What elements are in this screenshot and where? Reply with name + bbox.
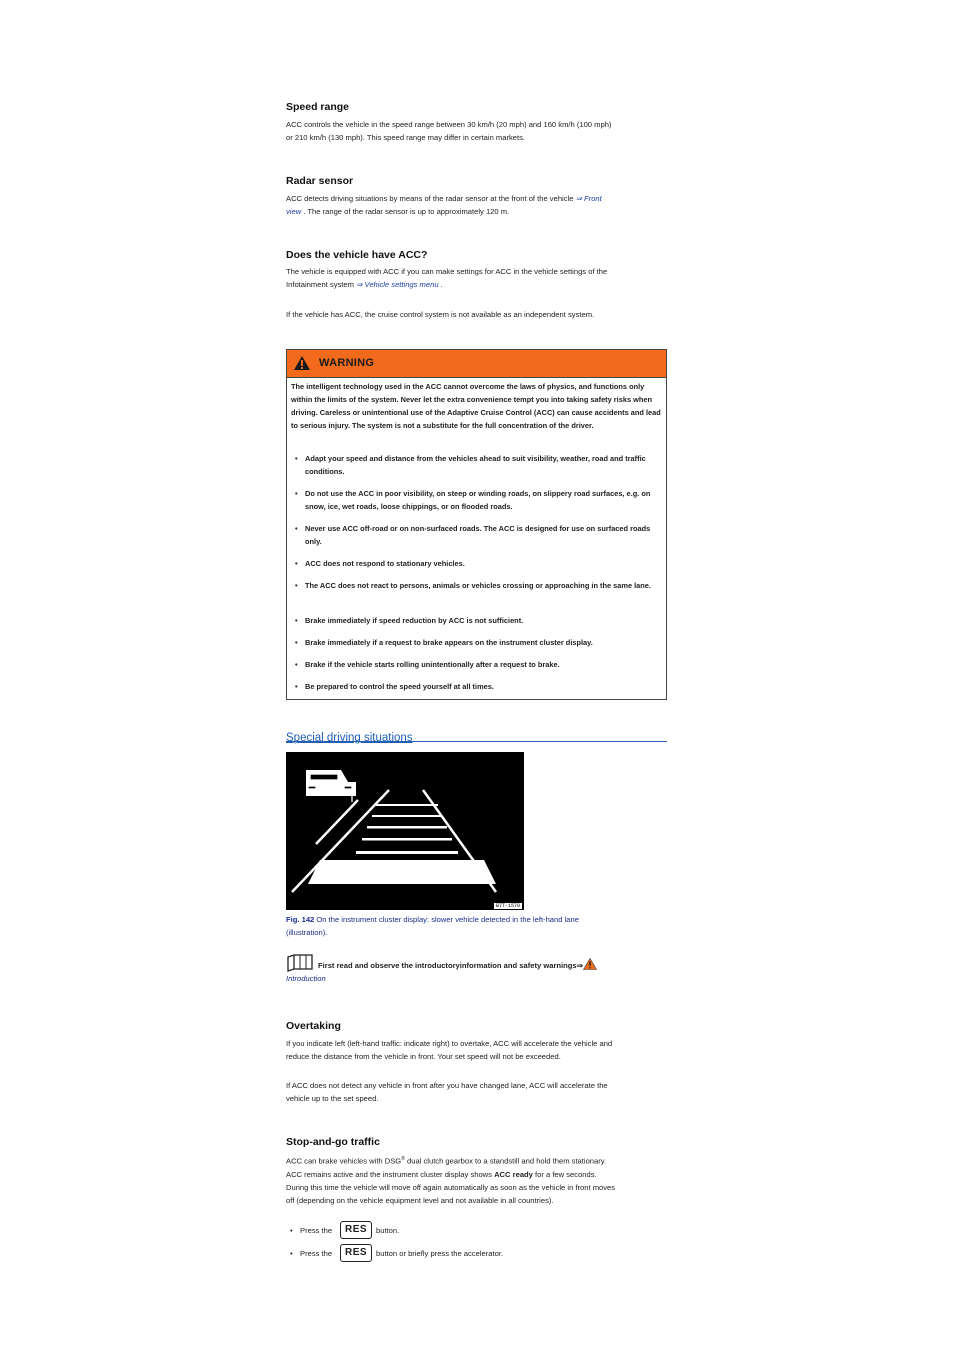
bullet: • xyxy=(290,1249,293,1258)
bullet: • xyxy=(295,489,298,498)
warning-small-icon xyxy=(583,958,597,970)
overtaking-para2 xyxy=(286,1079,667,1105)
warning-item-text: Do not use the ACC in poor visibility, on steep or winding roads, on slippery road surfaces, e.g. on snow, ice, wet roads, loose chippings, or on flooded roads. xyxy=(305,489,651,511)
warning-item-text: Never use ACC off-road or on non-surfaced roads. The ACC is designed for use on surfaced roads only. xyxy=(305,524,651,546)
step1-text-b: button. xyxy=(376,1226,400,1235)
warning-item-text: Brake immediately if speed reduction by ACC is not sufficient. xyxy=(305,616,524,625)
front-view-link-cont[interactable]: view xyxy=(286,207,302,216)
bullet: • xyxy=(295,524,298,533)
figure-illustration xyxy=(286,752,524,910)
warning-item-text: Be prepared to control the speed yourself at all times. xyxy=(305,682,494,691)
has-acc-line1: The vehicle is equipped with ACC if you can make settings for ACC in the vehicle settings of the xyxy=(286,267,608,276)
book-icon xyxy=(286,954,314,972)
introduction-link[interactable]: Introduction xyxy=(286,974,326,983)
overtaking-heading: Overtaking xyxy=(286,1020,341,1032)
res-button-icon: RES xyxy=(340,1244,372,1262)
warning-item-text: The ACC does not react to persons, animals or vehicles crossing or approaching in the same lane. xyxy=(305,581,651,590)
warning-item-text: ACC does not respond to stationary vehicles. xyxy=(305,559,465,568)
radar-line2: . The range of the radar sensor is up to approximately 120 m. xyxy=(301,207,510,216)
warning-item xyxy=(291,658,663,671)
warning-item xyxy=(291,614,663,627)
has-acc-line2: Infotainment system xyxy=(286,280,357,289)
overtaking-para2-line1: If ACC does not detect any vehicle in front after you have changed lane, ACC will accelerate the xyxy=(286,1081,608,1090)
warning-item xyxy=(291,680,663,693)
acc-display-illustration xyxy=(286,752,524,910)
figure-caption-line2: (illustration). xyxy=(286,928,328,937)
bullet: • xyxy=(295,616,298,625)
warning-item-text: Brake immediately if a request to brake appears on the instrument cluster display. xyxy=(305,638,593,647)
stop-go-l1a: ACC can brake vehicles with DSG xyxy=(286,1156,402,1166)
bullet: • xyxy=(295,454,298,463)
registered-mark: ® xyxy=(401,1156,405,1162)
vehicle-settings-link[interactable]: ⇒ Vehicle settings menu xyxy=(356,280,439,289)
warning-box xyxy=(286,349,667,700)
has-acc-line2-end: . xyxy=(438,280,443,289)
note-text xyxy=(318,958,597,970)
stop-go-text xyxy=(286,1153,667,1207)
stop-go-l4: off (depending on the vehicle equipment level and not available in all countries). xyxy=(286,1195,554,1205)
radar-sensor-text xyxy=(286,192,667,218)
overtaking-line2: reduce the distance from the vehicle in front. Your set speed will not be exceeded. xyxy=(286,1052,561,1061)
note-text-content: First read and observe the introductoryinformation and safety warnings⇒ xyxy=(318,961,584,970)
radar-line1: ACC detects driving situations by means of the radar sensor at the front of the vehicle xyxy=(286,194,576,203)
overtaking-para2-line2: vehicle up to the set speed. xyxy=(286,1094,379,1103)
section-title[interactable]: Special driving situations xyxy=(286,732,413,744)
warning-title: WARNING xyxy=(319,357,375,369)
step2-text-b: button or briefly press the accelerator. xyxy=(376,1249,504,1258)
stop-go-heading: Stop-and-go traffic xyxy=(286,1136,380,1148)
figure-label: Fig. 142 xyxy=(286,915,315,924)
speed-range-line1: ACC controls the vehicle in the speed range between 30 km/h (20 mph) and 160 km/h (100 mph) xyxy=(286,120,612,129)
has-acc-heading: Does the vehicle have ACC? xyxy=(286,249,428,261)
warning-triangle-icon xyxy=(293,355,311,371)
res-button-icon: RES xyxy=(340,1221,372,1239)
has-acc-text xyxy=(286,265,667,291)
section-heading xyxy=(286,728,667,742)
radar-sensor-heading: Radar sensor xyxy=(286,175,354,187)
warning-item xyxy=(291,522,663,548)
warning-item xyxy=(291,452,663,478)
warning-header xyxy=(287,350,666,378)
stop-go-l3: During this time the vehicle will move off again automatically as soon as the vehicle in front moves xyxy=(286,1182,616,1192)
bullet: • xyxy=(295,559,298,568)
warning-item-text: Adapt your speed and distance from the vehicles ahead to suit visibility, weather, road and traffic conditions. xyxy=(305,454,646,476)
speed-range-text xyxy=(286,118,667,144)
warning-item xyxy=(291,579,663,592)
bullet: • xyxy=(295,638,298,647)
warning-item xyxy=(291,487,663,513)
vehicle-icon xyxy=(306,770,356,802)
overtaking-text xyxy=(286,1037,667,1063)
overtaking-line1: If you indicate left (left-hand traffic: indicate right) to overtake, ACC will accelerate the vehicle and xyxy=(286,1039,613,1048)
figure-caption xyxy=(286,913,667,939)
step1-text-a: Press the xyxy=(300,1226,333,1235)
bullet: • xyxy=(295,682,298,691)
front-view-link[interactable]: ⇒ Front xyxy=(575,194,602,203)
bullet: • xyxy=(290,1226,293,1235)
stop-go-l2a: ACC remains active and the instrument cluster display shows xyxy=(286,1169,495,1179)
warning-item-text: Brake if the vehicle starts rolling unintentionally after a request to brake. xyxy=(305,660,560,669)
warning-item xyxy=(291,557,663,570)
step2-text-a: Press the xyxy=(300,1249,333,1258)
bullet: • xyxy=(295,660,298,669)
warning-item xyxy=(291,636,663,649)
stop-go-l1b: dual clutch gearbox to a standstill and hold them stationary. xyxy=(404,1156,607,1166)
speed-range-heading: Speed range xyxy=(286,101,350,113)
has-acc-para2: If the vehicle has ACC, the cruise control system is not available as an independent system. xyxy=(286,310,595,319)
figure-caption-text: On the instrument cluster display: slower vehicle detected in the left-hand lane xyxy=(314,915,579,924)
stop-go-l2b: for a few seconds. xyxy=(532,1169,597,1179)
figure-code: B7T-1570 xyxy=(495,903,520,909)
speed-range-line2: or 210 km/h (130 mph). This speed range may differ in certain markets. xyxy=(286,133,526,142)
warning-intro: The intelligent technology used in the ACC cannot overcome the laws of physics, and functions only within the limits of the system. Never let the extra convenience tempt you into taking safety risks when driving. Careless or unintentional use of the Adaptive Cruise Control (ACC) can cause accidents and lead to serious injury. The system is not a substitute for the full concentration of the driver. xyxy=(291,382,661,430)
acc-ready-text: ACC ready xyxy=(494,1169,533,1179)
bullet: • xyxy=(295,581,298,590)
